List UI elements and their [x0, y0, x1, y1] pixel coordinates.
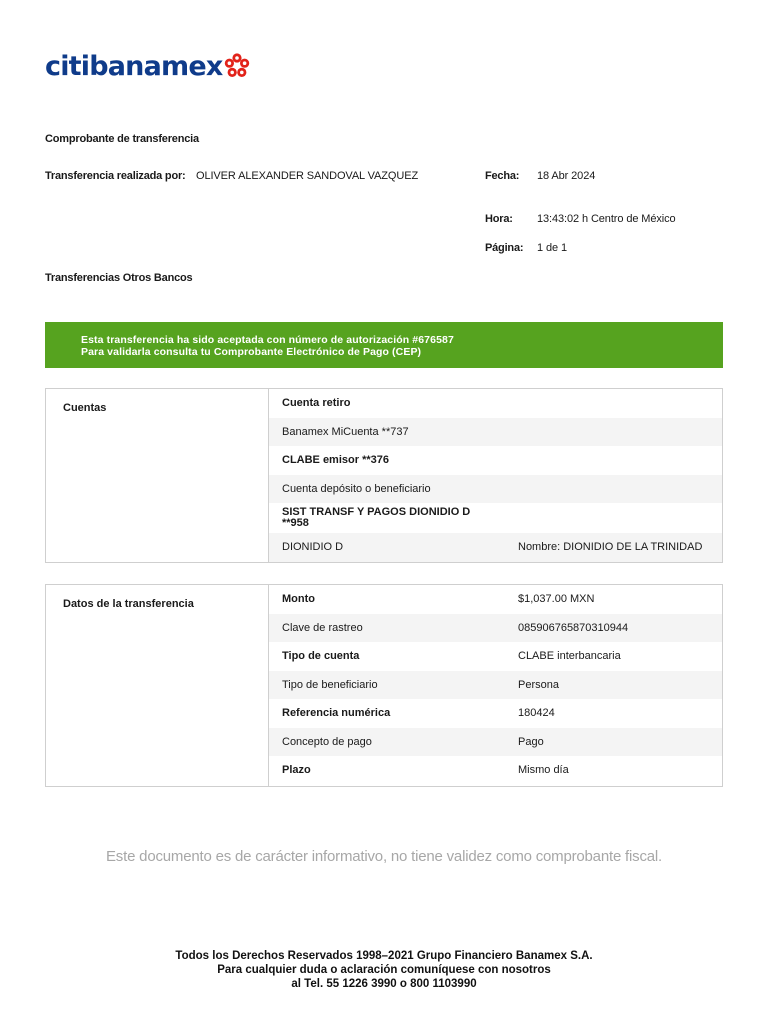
withdraw-account-value: Banamex MiCuenta **737 — [282, 425, 409, 438]
table-row — [269, 699, 722, 728]
amount-label: Monto — [282, 593, 315, 606]
date-value: 18 Abr 2024 — [537, 170, 596, 182]
time-label: Hora: — [485, 213, 513, 225]
account-type-value: CLABE interbancaria — [518, 650, 621, 663]
footer — [0, 949, 768, 991]
deposit-account-row — [269, 475, 722, 504]
table-row — [269, 642, 722, 671]
accounts-box — [45, 388, 723, 563]
logo-citi-text: citi — [45, 50, 90, 82]
made-by-label: Transferencia realizada por: — [45, 170, 186, 182]
payment-concept-value: Pago — [518, 735, 544, 748]
beneficiary-short: DIONIDIO D — [282, 541, 344, 554]
footer-rights: Todos los Derechos Reservados 1998–2021 Grupo Financiero Banamex S.A. — [175, 950, 593, 962]
section-title: Transferencias Otros Bancos — [45, 272, 193, 284]
withdraw-account-label: Cuenta retiro — [282, 397, 351, 410]
table-row — [269, 671, 722, 700]
authorization-banner — [45, 322, 723, 368]
withdraw-account-value-row — [269, 418, 722, 447]
tracking-key-value: 085906765870310944 — [518, 621, 629, 634]
account-type-label: Tipo de cuenta — [282, 650, 360, 663]
citibanamex-logo — [45, 48, 250, 84]
fiscal-disclaimer: Este documento es de carácter informativo, no tiene validez como comprobante fiscal. — [106, 848, 662, 865]
accounts-heading: Cuentas — [63, 402, 107, 414]
deposit-account-label: Cuenta depósito o beneficiario — [282, 482, 431, 495]
table-row — [269, 728, 722, 757]
table-row — [269, 756, 722, 785]
numeric-reference-label: Referencia numérica — [282, 707, 391, 720]
term-value: Mismo día — [518, 764, 569, 777]
numeric-reference-value: 180424 — [518, 707, 555, 720]
page-value: 1 de 1 — [537, 242, 567, 254]
transfer-data-heading: Datos de la transferencia — [63, 598, 194, 610]
transfer-data-box — [45, 584, 723, 787]
clabe-issuer-row — [269, 446, 722, 475]
banner-authorization-text: Esta transferencia ha sido aceptada con número de autorización #676587 — [81, 334, 454, 346]
table-row — [269, 614, 722, 643]
tracking-key-label: Clave de rastreo — [282, 621, 363, 634]
payment-concept-label: Concepto de pago — [282, 735, 372, 748]
page-label: Página: — [485, 242, 524, 254]
beneficiary-type-label: Tipo de beneficiario — [282, 678, 378, 691]
amount-value: $1,037.00 MXN — [518, 593, 595, 606]
beneficiary-name: Nombre: DIONIDIO DE LA TRINIDAD — [518, 541, 703, 554]
logo-banamex-text: banamex — [89, 50, 223, 82]
table-row — [269, 585, 722, 614]
beneficiary-type-value: Persona — [518, 678, 559, 691]
made-by-value: OLIVER ALEXANDER SANDOVAL VAZQUEZ — [196, 170, 419, 182]
time-value: 13:43:02 h Centro de México — [537, 213, 676, 225]
date-label: Fecha: — [485, 170, 520, 182]
banner-cep-text: Para validarla consulta tu Comprobante Electrónico de Pago (CEP) — [81, 346, 422, 358]
beneficiary-bank: SIST TRANSF Y PAGOS DIONIDIO D **958 — [282, 506, 471, 529]
beneficiary-bank-row — [269, 503, 722, 533]
document-title: Comprobante de transferencia — [45, 133, 199, 145]
banamex-flower-icon — [224, 53, 250, 79]
footer-phone: al Tel. 55 1226 3990 o 800 1103990 — [291, 978, 477, 990]
clabe-issuer-label: CLABE emisor **376 — [282, 454, 389, 467]
withdraw-account-row — [269, 389, 722, 418]
term-label: Plazo — [282, 764, 311, 777]
beneficiary-name-row — [269, 533, 722, 562]
footer-contact: Para cualquier duda o aclaración comuníquese con nosotros — [217, 964, 551, 976]
